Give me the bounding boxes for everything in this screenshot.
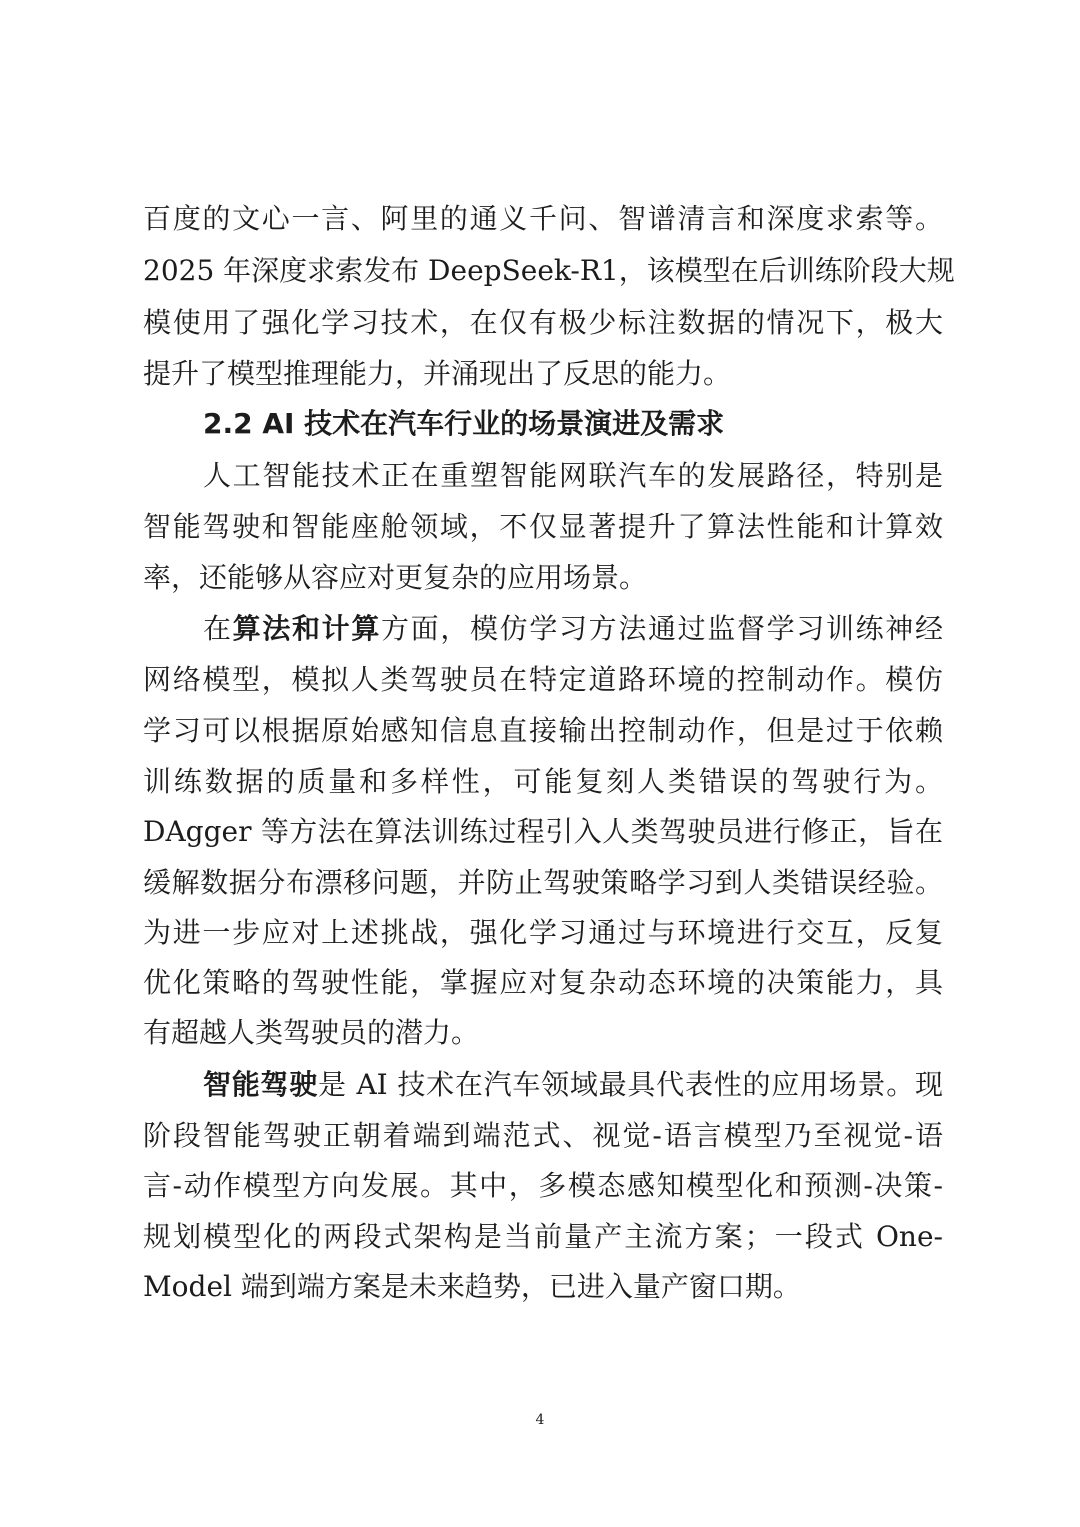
page-number: 4 bbox=[535, 1412, 545, 1428]
paragraph-line: 智能驾驶和智能座舱领域，不仅显著提升了算法性能和计算效 bbox=[143, 510, 943, 543]
paragraph-line: 提升了模型推理能力，并涌现出了反思的能力。 bbox=[143, 357, 732, 390]
paragraph-line: 模使用了强化学习技术，在仅有极少标注数据的情况下，极大 bbox=[143, 306, 943, 339]
paragraph-line: 缓解数据分布漂移问题，并防止驾驶策略学习到人类错误经验。 bbox=[143, 866, 943, 899]
paragraph-line: 训练数据的质量和多样性，可能复刻人类错误的驾驶行为。 bbox=[143, 765, 943, 798]
paragraph-text: 方面，模仿学习方法通过监督学习训练神经 bbox=[381, 612, 943, 645]
paragraph-line: DAgger 等方法在算法训练过程引入人类驾驶员进行修正，旨在 bbox=[143, 815, 943, 848]
paragraph-line: Model 端到端方案是未来趋势，已进入量产窗口期。 bbox=[143, 1270, 801, 1303]
paragraph-line: 优化策略的驾驶性能，掌握应对复杂动态环境的决策能力，具 bbox=[143, 966, 943, 999]
keyword-intelligent-driving: 智能驾驶 bbox=[203, 1068, 319, 1101]
paragraph-line: 言-动作模型方向发展。其中，多模态感知模型化和预测-决策- bbox=[143, 1169, 943, 1202]
paragraph-line bbox=[203, 1059, 943, 1111]
paragraph-line: 2025 年深度求索发布 DeepSeek-R1，该模型在后训练阶段大规 bbox=[143, 254, 955, 287]
paragraph-line: 百度的文心一言、阿里的通义千问、智谱清言和深度求索等。 bbox=[143, 202, 943, 235]
paragraph-line: 为进一步应对上述挑战，强化学习通过与环境进行交互，反复 bbox=[143, 916, 943, 949]
paragraph-text: 在 bbox=[203, 612, 233, 645]
paragraph-line: 网络模型，模拟人类驾驶员在特定道路环境的控制动作。模仿 bbox=[143, 663, 943, 696]
paragraph-line: 有超越人类驾驶员的潜力。 bbox=[143, 1016, 480, 1049]
paragraph-line: 规划模型化的两段式架构是当前量产主流方案；一段式 One- bbox=[143, 1220, 943, 1253]
section-heading: 2.2 AI 技术在汽车行业的场景演进及需求 bbox=[203, 407, 725, 440]
paragraph-text: 是 AI 技术在汽车领域最具代表性的应用场景。现 bbox=[318, 1068, 943, 1101]
paragraph-line: 学习可以根据原始感知信息直接输出控制动作，但是过于依赖 bbox=[143, 714, 943, 747]
paragraph-line bbox=[203, 603, 943, 655]
paragraph-line: 阶段智能驾驶正朝着端到端范式、视觉-语言模型乃至视觉-语 bbox=[143, 1119, 943, 1152]
paragraph-line: 率，还能够从容应对更复杂的应用场景。 bbox=[143, 561, 648, 594]
keyword-algorithms-computing: 算法和计算 bbox=[232, 612, 381, 645]
paragraph-line: 人工智能技术正在重塑智能网联汽车的发展路径，特别是 bbox=[203, 459, 943, 492]
